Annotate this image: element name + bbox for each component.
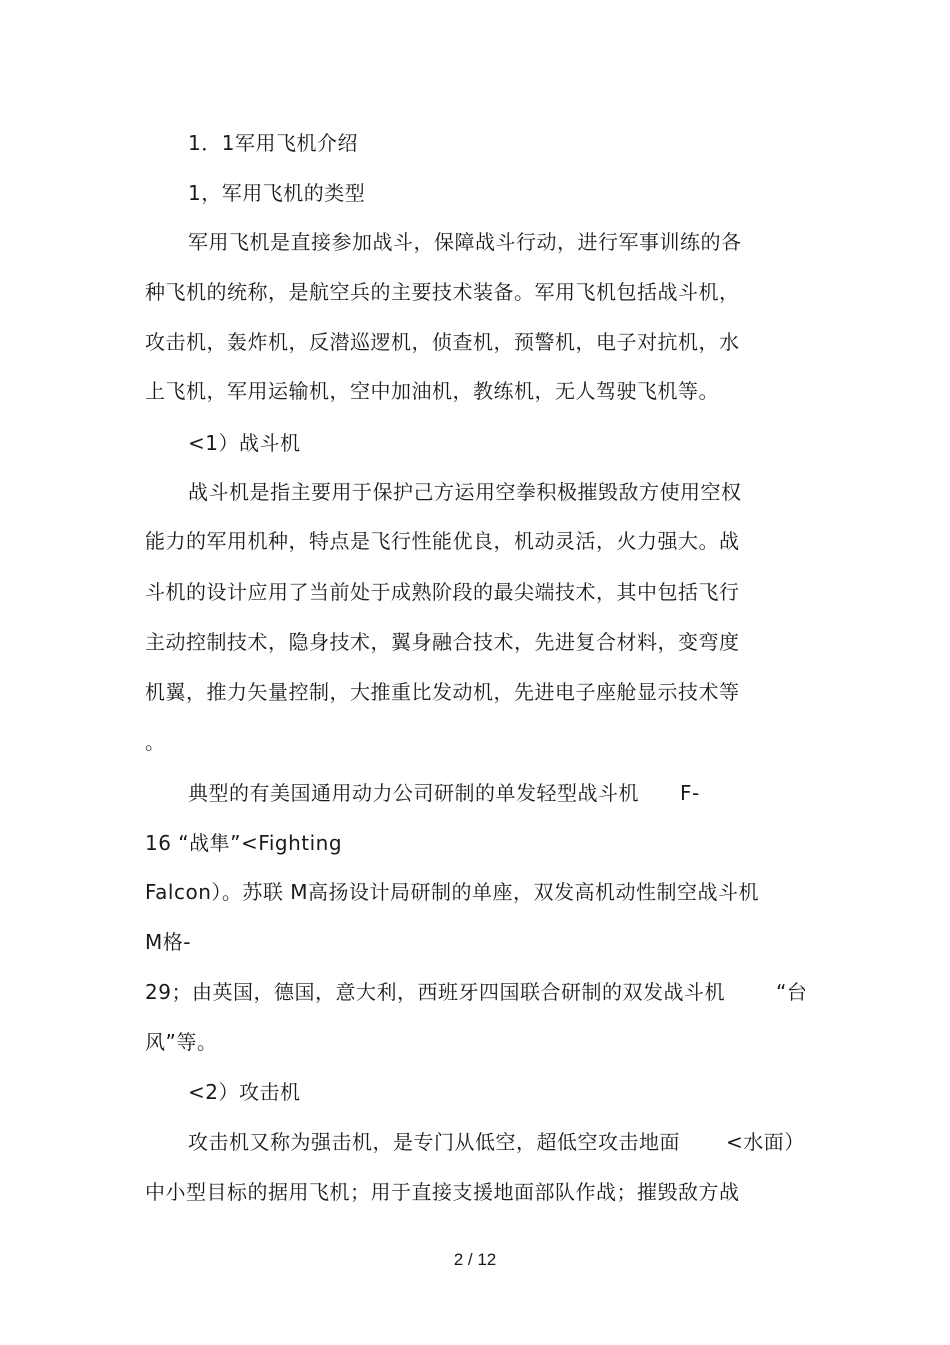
paragraph-line: Falcon）。苏联 M高扬设计局研制的单座，双发高机动性制空战斗机: [145, 880, 760, 904]
paragraph-line: 主动控制技术，隐身技术，翼身融合技术，先进复合材料，变弯度: [145, 630, 740, 654]
item-heading-fighter: <1）战斗机: [188, 431, 301, 455]
paragraph-line: F-: [680, 781, 700, 805]
paragraph-line: 机翼，推力矢量控制，大推重比发动机，先进电子座舱显示技术等: [145, 680, 740, 704]
paragraph-line: 典型的有美国通用动力公司研制的单发轻型战斗机: [188, 781, 639, 805]
paragraph-line: 种飞机的统称，是航空兵的主要技术装备。军用飞机包括战斗机，: [145, 280, 740, 304]
paragraph-line: 风”等。: [145, 1030, 218, 1054]
paragraph-line: 上飞机，军用运输机，空中加油机，教练机，无人驾驶飞机等。: [145, 379, 719, 403]
section-heading: 1．1军用飞机介绍: [188, 131, 358, 155]
paragraph-line: <水面）: [726, 1130, 805, 1154]
paragraph-line: 中小型目标的据用飞机；用于直接支援地面部队作战；摧毁敌方战: [145, 1180, 740, 1204]
paragraph-line: 攻击机，轰炸机，反潜巡逻机，侦查机，预警机，电子对抗机，水: [145, 330, 740, 354]
subheading: 1，军用飞机的类型: [188, 181, 366, 205]
paragraph-line: 能力的军用机种，特点是飞行性能优良，机动灵活，火力强大。战: [145, 529, 740, 553]
page-number: 2 / 12: [453, 1250, 497, 1269]
paragraph-line: M格-: [145, 930, 191, 954]
paragraph-line: 军用飞机是直接参加战斗，保障战斗行动，进行军事训练的各: [188, 230, 742, 254]
paragraph-line: 攻击机又称为强击机，是专门从低空，超低空攻击地面: [188, 1130, 680, 1154]
paragraph-line: 战斗机是指主要用于保护己方运用空拳积极摧毁敌方使用空权: [188, 480, 742, 504]
paragraph-line: 29；由英国，德国，意大利，西班牙四国联合研制的双发战斗机: [145, 980, 725, 1004]
paragraph-line: 。: [145, 730, 166, 754]
item-heading-attacker: <2）攻击机: [188, 1080, 301, 1104]
paragraph-line: “台: [776, 980, 808, 1004]
paragraph-line: 16 “战隼”<Fighting: [145, 831, 343, 855]
paragraph-line: 斗机的设计应用了当前处于成熟阶段的最尖端技术，其中包括飞行: [145, 580, 740, 604]
